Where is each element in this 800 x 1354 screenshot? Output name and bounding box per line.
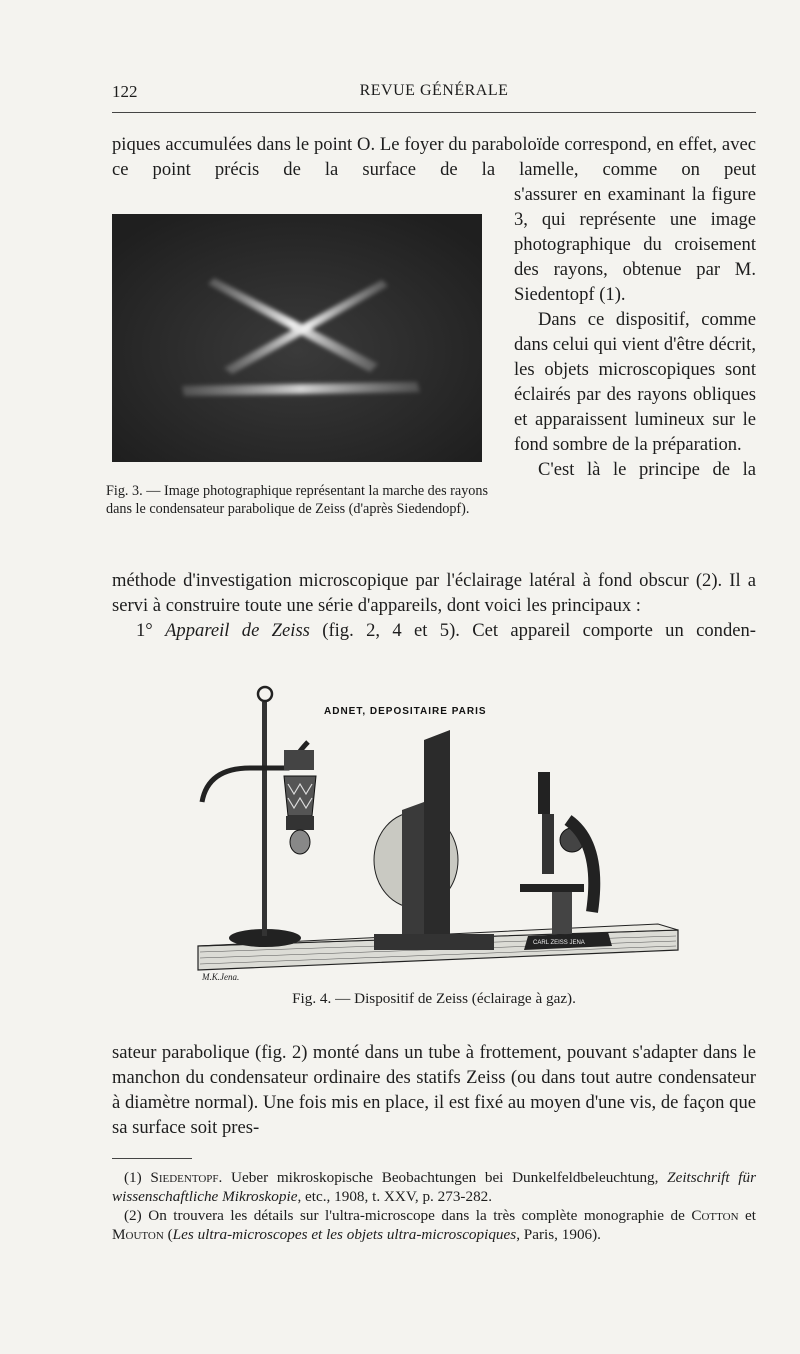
- footnote-1: [112, 1168, 756, 1206]
- footnote-1-reference: , etc., 1908, t. XXV, p. 273-282.: [297, 1188, 493, 1205]
- paragraph-1: piques accumulées dans le point O. Le foyer du paraboloïde correspond, en effet, avec ce point précis de la surface de la lamelle, comme on peut: [112, 134, 756, 180]
- header-rule: [112, 112, 756, 113]
- footnote-1-number: (1): [124, 1169, 151, 1186]
- paragraph-3-start: C'est là le principe de la: [538, 459, 756, 480]
- footnote-1-author: Siedentopf: [150, 1169, 219, 1186]
- footnote-1-journal: Zeitschrift für wissenschaftliche Mikroskopie: [112, 1169, 756, 1205]
- footnote-rule: [112, 1158, 192, 1159]
- paragraph-1-continued: s'assurer en examinant la figure 3, qui représente une image photographique du croisement des rayons, obtenue par M. Siedentopf (1).: [514, 184, 756, 305]
- zeiss-apparatus-illustration: [188, 680, 688, 990]
- paragraph-2: Dans ce dispositif, comme dans celui qui vient d'être décrit, les objets microscopiques sont éclairés par des rayons obliques et apparaissent lumineux sur le fond sombre de la préparation.: [514, 309, 756, 455]
- figure-4-engraving: [188, 680, 688, 990]
- paragraph-3-block: [112, 568, 756, 643]
- enumeration-marker: 1°: [136, 620, 166, 641]
- crossed-rays-image: [112, 214, 482, 462]
- footnotes: [112, 1168, 756, 1244]
- figure-3-caption: Fig. 3. — Image photographique représentant la marche des rayons dans le condensateur parabolique de Zeiss (d'après Siedendopf).: [106, 483, 488, 517]
- wrapped-text-column: [514, 182, 756, 482]
- running-head: [112, 82, 756, 106]
- footnote-2-text: On trouvera les détails sur l'ultra-microscope dans la très complète monographie de: [148, 1207, 692, 1224]
- figure-4-caption: Fig. 4. — Dispositif de Zeiss (éclairage à gaz).: [292, 990, 576, 1007]
- running-title: REVUE GÉNÉRALE: [359, 82, 509, 99]
- maker-label: ADNET, DEPOSITAIRE PARIS: [324, 706, 487, 717]
- footnote-2-author-1: Cotton: [691, 1207, 739, 1224]
- paragraph-zeiss: [112, 618, 756, 643]
- footnote-1-title: . Ueber mikroskopische Beobachtungen bei Dunkelfeldbeleuchtung,: [218, 1169, 668, 1186]
- footnote-2-author-2: Mouton: [112, 1226, 164, 1243]
- figure-3-photograph: [112, 214, 482, 462]
- footnote-2-book: Les ultra-microscopes et les objets ultra-microscopiques: [172, 1226, 517, 1243]
- footnote-2-conjunction: et: [738, 1207, 757, 1224]
- paragraph-4: sateur parabolique (fig. 2) monté dans un tube à frottement, pouvant s'adapter dans le manchon du condensateur ordinaire des statifs Zeiss (ou dans tout autre condensateur à diamètre normal). Une fois mis en place, il est fixé au moyen d'une vis, de façon que sa surface soit pres-: [112, 1042, 756, 1138]
- apparatus-name: Appareil de Zeiss: [165, 620, 310, 641]
- base-label: CARL ZEISS JENA: [533, 940, 585, 946]
- footnote-2: [112, 1206, 756, 1244]
- footnote-2-reference: , Paris, 1906).: [516, 1226, 601, 1243]
- paragraph-3: méthode d'investigation microscopique par l'éclairage latéral à fond obscur (2). Il a servi à construire toute une série d'appareils, dont voici les principaux :: [112, 570, 756, 616]
- page-number: 122: [112, 82, 138, 101]
- paragraph-zeiss-text: (fig. 2, 4 et 5). Cet appareil comporte un conden-: [309, 620, 756, 641]
- footnote-2-paren: (: [163, 1226, 173, 1243]
- footnote-2-number: (2): [124, 1207, 149, 1224]
- engraver-signature: M.K.Jena.: [202, 972, 240, 982]
